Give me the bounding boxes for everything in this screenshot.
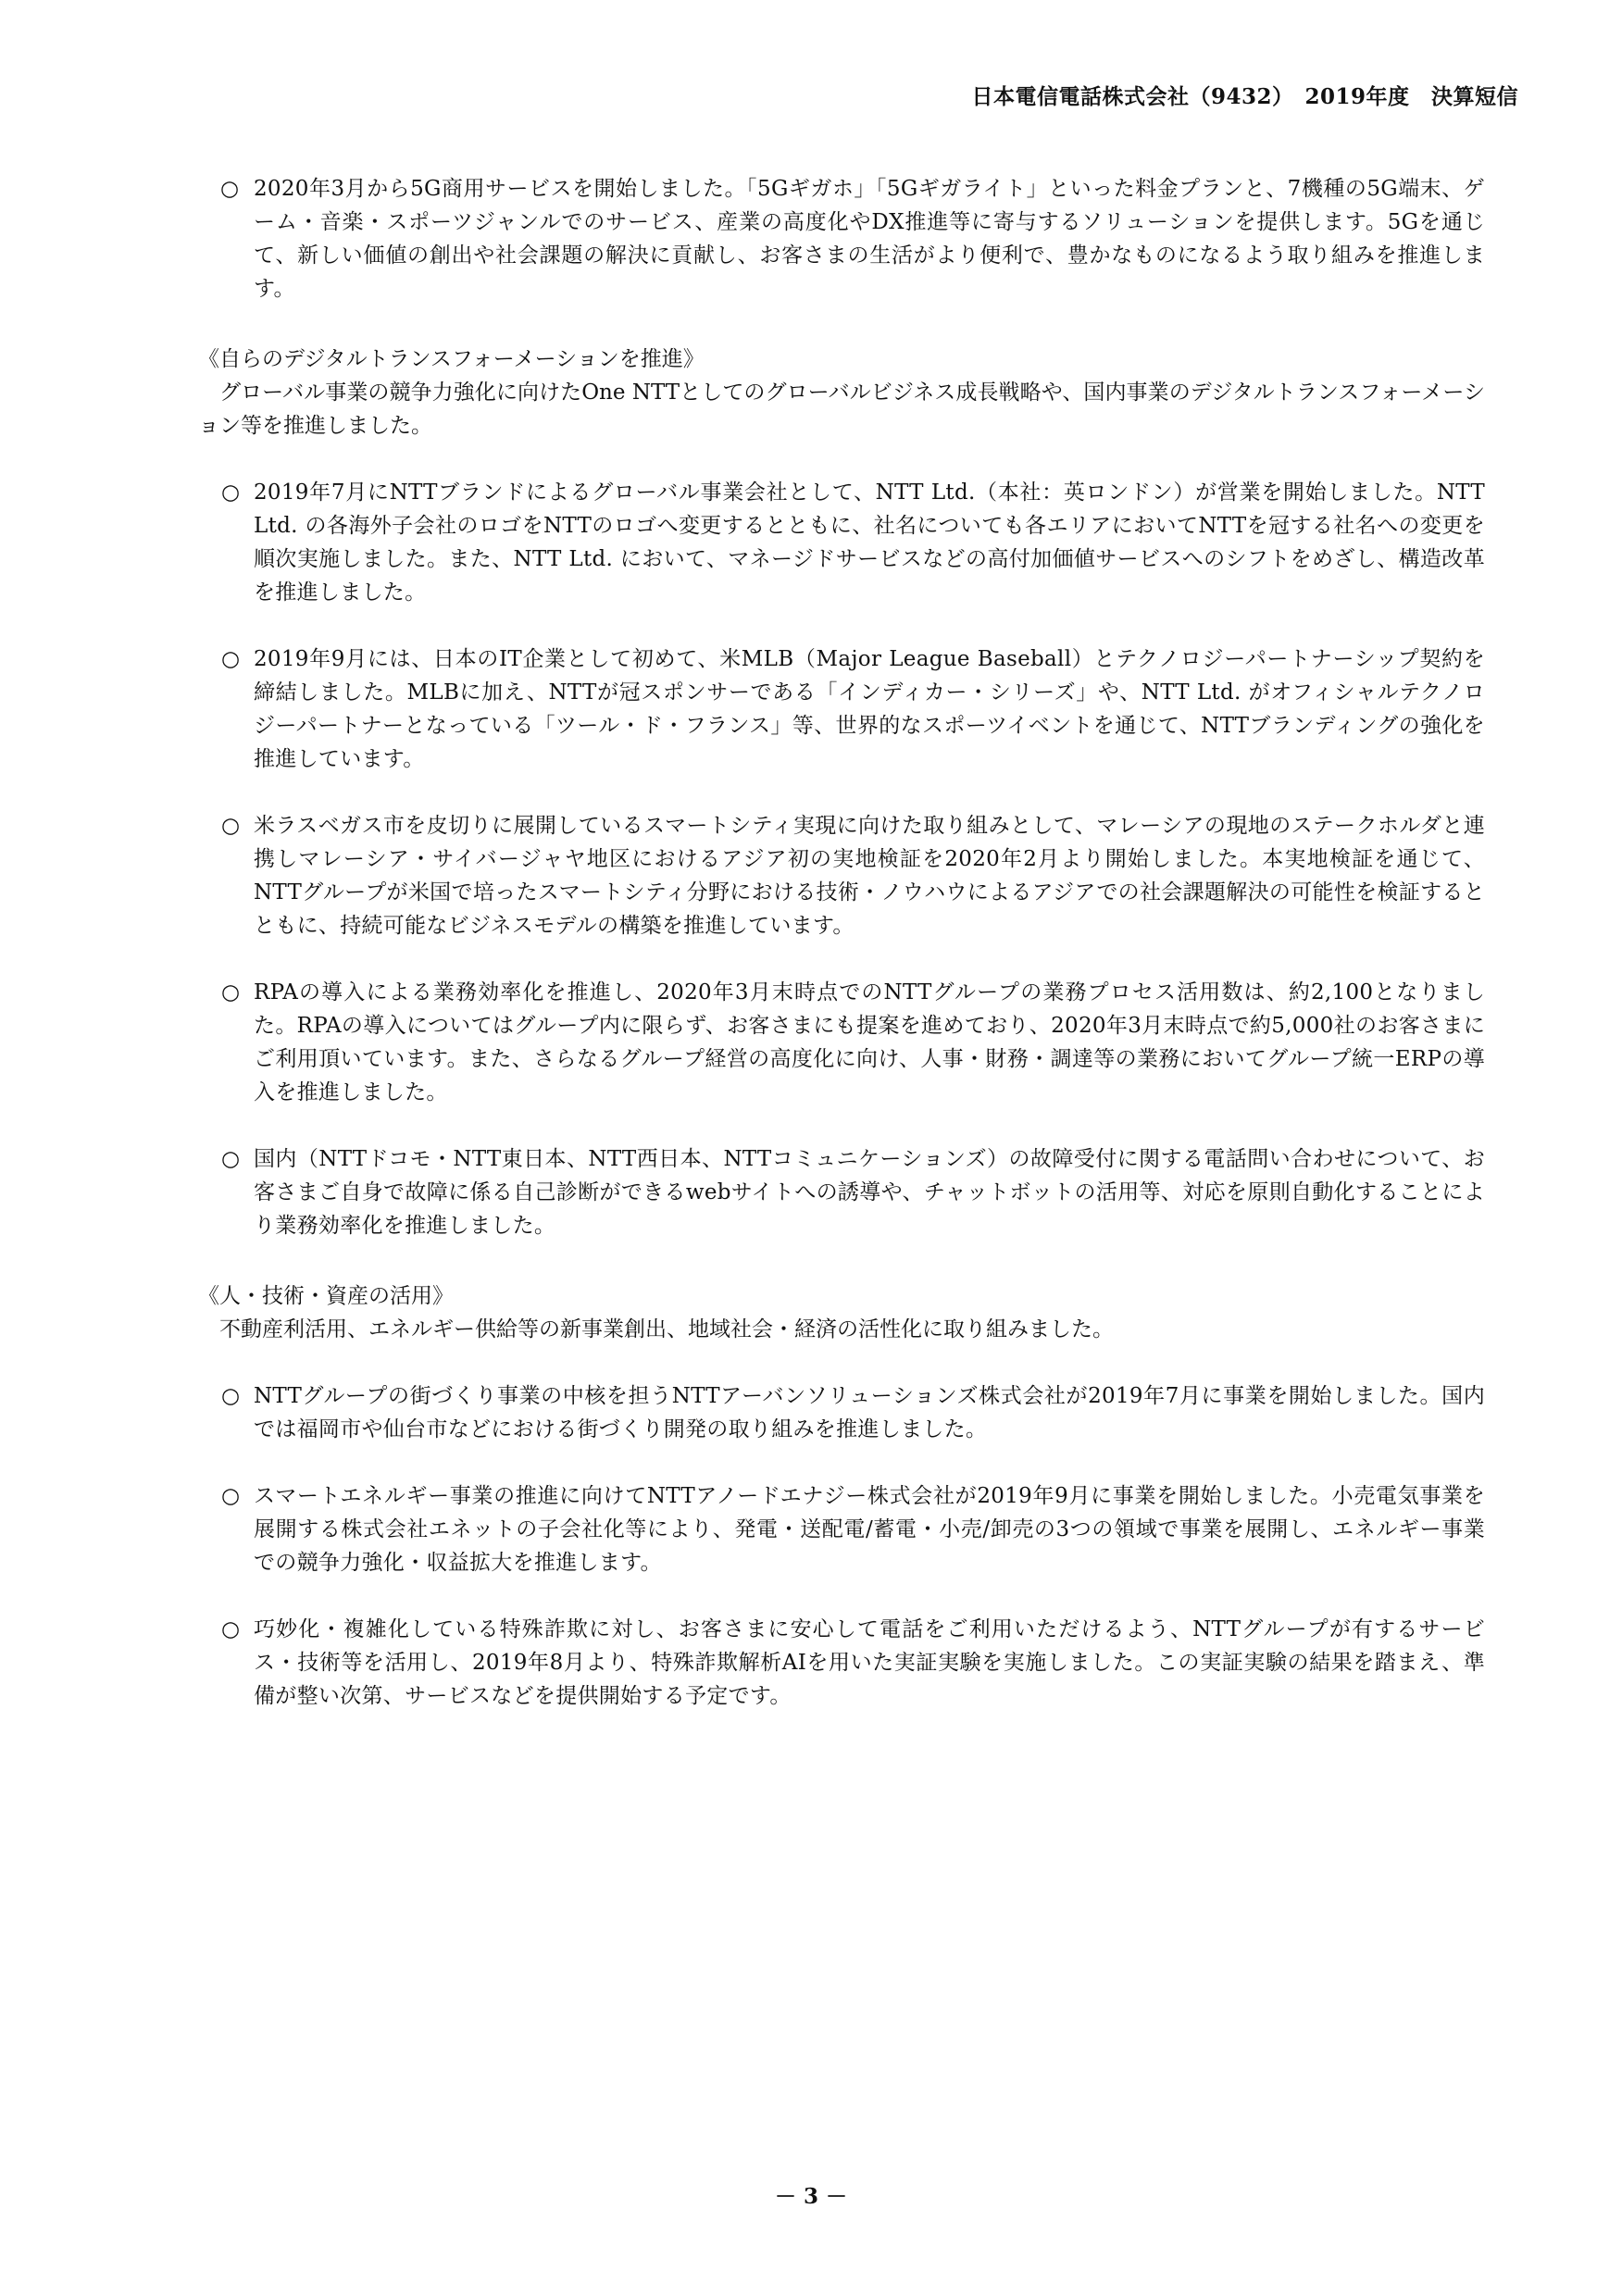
document-header: 日本電信電話株式会社（9432） 2019年度 決算短信 bbox=[971, 84, 1518, 109]
bullet-circle-icon: ○ bbox=[221, 814, 241, 838]
item-text: スマートエネルギー事業の推進に向けてNTTアノードエナジー株式会社が2019年9月に事業を開始しました。小売電気事業を展開する株式会社エネットの子会社化等により、発電・送配電/蓄電・小売/卸売の3つの領域で事業を展開し、エネルギー事業での競争力強化・収益拡大を推進します。 bbox=[254, 1484, 1485, 1575]
list-item bbox=[198, 1479, 1485, 1579]
item-text: 2019年7月にNTTブランドによるグローバル事業会社として、NTT Ltd.（本社：英ロンドン）が営業を開始しました。NTT Ltd. の各海外子会社のロゴをNTTのロゴへ変更するとともに、社名についても各エリアにおいてNTTを冠する社名への変更を順次実施しました。また、NTT Ltd. において、マネージドサービスなどの高付加価値サービスへのシフトをめざし、構造改革を推進しました。 bbox=[254, 480, 1485, 605]
bullet-circle-icon: ○ bbox=[221, 1147, 241, 1171]
bullet-circle-icon: ○ bbox=[221, 1484, 241, 1508]
item-text: 国内（NTTドコモ・NTT東日本、NTT西日本、NTTコミュニケーションズ）の故障受付に関する電話問い合わせについて、お客さまご自身で故障に係る自己診断ができるwebサイトへの誘導や、チャットボットの活用等、対応を原則自動化することにより業務効率化を推進しました。 bbox=[254, 1147, 1485, 1238]
bullet-circle-icon: ○ bbox=[221, 1617, 241, 1641]
item-text: NTTグループの街づくり事業の中核を担うNTTアーバンソリューションズ株式会社が2019年7月に事業を開始しました。国内では福岡市や仙台市などにおける街づくり開発の取り組みを推進しました。 bbox=[254, 1384, 1485, 1441]
document-body bbox=[198, 172, 1485, 1713]
list-item bbox=[198, 1142, 1485, 1242]
list-item bbox=[198, 476, 1485, 609]
item-text: 巧妙化・複雑化している特殊詐欺に対し、お客さまに安心して電話をご利用いただけるよう、NTTグループが有するサービス・技術等を活用し、2019年8月より、特殊詐欺解析AIを用いた実証実験を実施しました。この実証実験の結果を踏まえ、準備が整い次第、サービスなどを提供開始する予定です。 bbox=[254, 1617, 1485, 1708]
item-text: RPAの導入による業務効率化を推進し、2020年3月末時点でのNTTグループの業務プロセス活用数は、約2,100となりました。RPAの導入についてはグループ内に限らず、お客さまにも提案を進めており、2020年3月末時点で約5,000社のお客さまにご利用頂いています。また、さらなるグループ経営の高度化に向け、人事・財務・調達等の業務においてグループ統一ERPの導入を推進しました。 bbox=[254, 980, 1485, 1104]
bullet-circle-icon: ○ bbox=[221, 980, 241, 1004]
page-number: － 3 － bbox=[774, 2184, 848, 2209]
bullet-circle-icon: ○ bbox=[221, 647, 241, 671]
list-item bbox=[198, 1379, 1485, 1446]
item-text: 米ラスベガス市を皮切りに展開しているスマートシティ実現に向けた取り組みとして、マレーシアの現地のステークホルダと連携しマレーシア・サイバージャヤ地区におけるアジア初の実地検証を2020年2月より開始しました。本実地検証を通じて、NTTグループが米国で培ったスマートシティ分野における技術・ノウハウによるアジアでの社会課題解決の可能性を検証するとともに、持続可能なビジネスモデルの構築を推進しています。 bbox=[254, 814, 1485, 938]
bullet-circle-icon: ○ bbox=[220, 177, 240, 201]
section-heading: 《人・技術・資産の活用》 bbox=[198, 1284, 454, 1308]
list-item bbox=[198, 809, 1485, 942]
section-intro: 不動産利活用、エネルギー供給等の新事業創出、地域社会・経済の活性化に取り組みました。 bbox=[219, 1317, 1114, 1341]
list-item bbox=[198, 172, 1485, 306]
section-intro: グローバル事業の競争力強化に向けたOne NTTとしてのグローバルビジネス成長戦略や、国内事業のデジタルトランスフォーメーション等を推進しました。 bbox=[198, 381, 1485, 438]
bullet-circle-icon: ○ bbox=[221, 1384, 241, 1408]
bullet-circle-icon: ○ bbox=[221, 480, 241, 505]
item-text: 2020年3月から5G商用サービスを開始しました。「5Gギガホ」「5Gギガライト」といった料金プランと、7機種の5G端末、ゲーム・音楽・スポーツジャンルでのサービス、産業の高度化やDX推進等に寄与するソリューションを提供します。5Gを通じて、新しい価値の創出や社会課題の解決に貢献し、お客さまの生活がより便利で、豊かなものになるよう取り組みを推進します。 bbox=[254, 177, 1485, 301]
list-item bbox=[198, 976, 1485, 1109]
list-item bbox=[198, 1613, 1485, 1713]
section-heading: 《自らのデジタルトランスフォーメーションを推進》 bbox=[198, 347, 705, 371]
item-text: 2019年9月には、日本のIT企業として初めて、米MLB（Major League Baseball）とテクノロジーパートナーシップ契約を締結しました。MLBに加え、NTTが冠スポンサーである「インディカー・シリーズ」や、NTT Ltd. がオフィシャルテクノロジーパートナーとなっている「ツール・ド・フランス」等、世界的なスポーツイベントを通じて、NTTブランディングの強化を推進しています。 bbox=[254, 647, 1485, 771]
list-item bbox=[198, 643, 1485, 776]
